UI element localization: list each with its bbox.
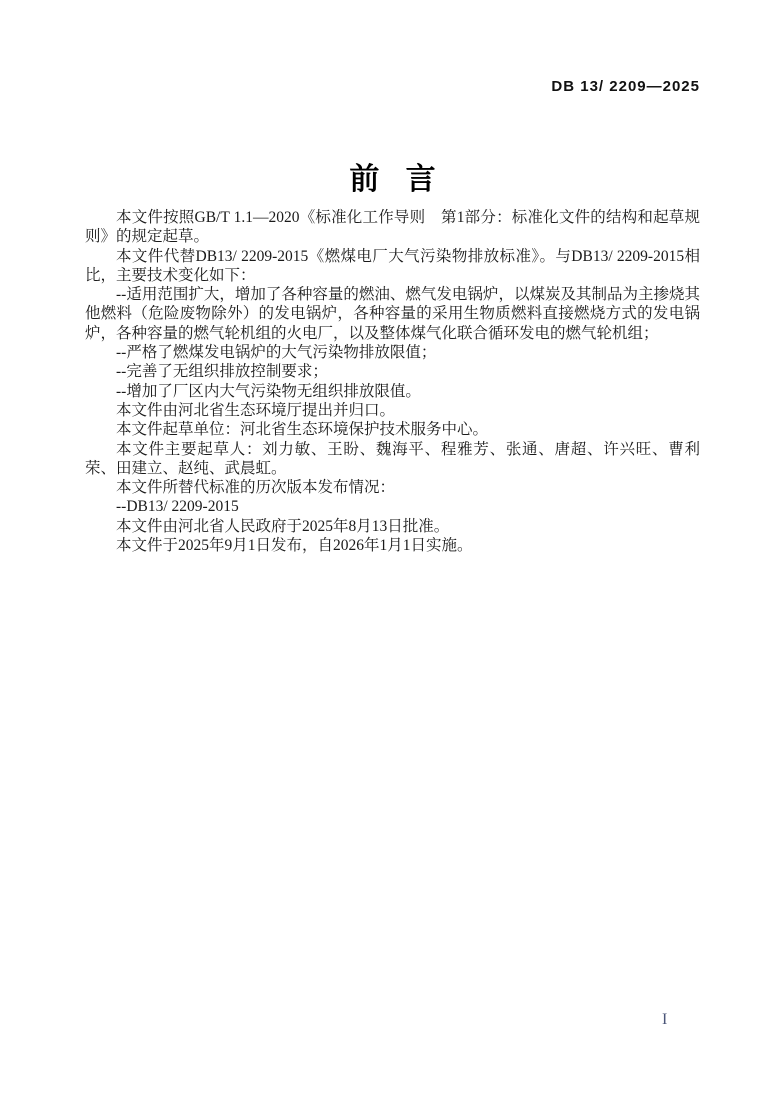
foreword-paragraph: --完善了无组织排放控制要求； — [116, 363, 328, 381]
foreword-paragraph: --严格了燃煤发电锅炉的大气污染物排放限值； — [116, 344, 437, 362]
foreword-paragraph: 本文件由河北省生态环境厅提出并归口。 — [116, 401, 396, 419]
doc-code: DB 13/ 2209—2025 — [551, 78, 700, 95]
foreword-paragraph: 本文件于2025年9月1日发布，自2026年1月1日实施。 — [116, 537, 473, 555]
foreword-paragraph: 本文件起草单位：河北省生态环境保护技术服务中心。 — [116, 421, 489, 439]
foreword-paragraph: 本文件主要起草人：刘力敏、王盼、魏海平、程雅芳、张通、唐超、许兴旺、曹利荣、田建立、赵纯、武晨虹。 — [85, 440, 700, 477]
foreword-paragraph: --适用范围扩大，增加了各种容量的燃油、燃气发电锅炉，以煤炭及其制品为主掺烧其他燃料（危险废物除外）的发电锅炉，各种容量的采用生物质燃料直接燃烧方式的发电锅炉，各种容量的燃气轮机组的火电厂，以及整体煤气化联合循环发电的燃气轮机组； — [85, 286, 700, 342]
page-title: 前 言 — [349, 163, 436, 196]
foreword-paragraph: 本文件按照GB/T 1.1—2020《标准化工作导则 第1部分：标准化文件的结构和起草规则》的规定起草。 — [85, 209, 700, 246]
foreword-paragraph: 本文件所替代标准的历次版本发布情况： — [116, 479, 396, 497]
foreword-paragraph: --DB13/ 2209-2015 — [116, 498, 239, 516]
foreword-paragraph: 本文件代替DB13/ 2209-2015《燃煤电厂大气污染物排放标准》。与DB13/ 2209-2015相比，主要技术变化如下： — [85, 247, 700, 284]
foreword-paragraph: --增加了厂区内大气污染物无组织排放限值。 — [116, 382, 421, 400]
foreword-body — [85, 208, 700, 555]
page-number: I — [662, 1011, 668, 1028]
foreword-paragraph: 本文件由河北省人民政府于2025年8月13日批准。 — [116, 517, 450, 535]
